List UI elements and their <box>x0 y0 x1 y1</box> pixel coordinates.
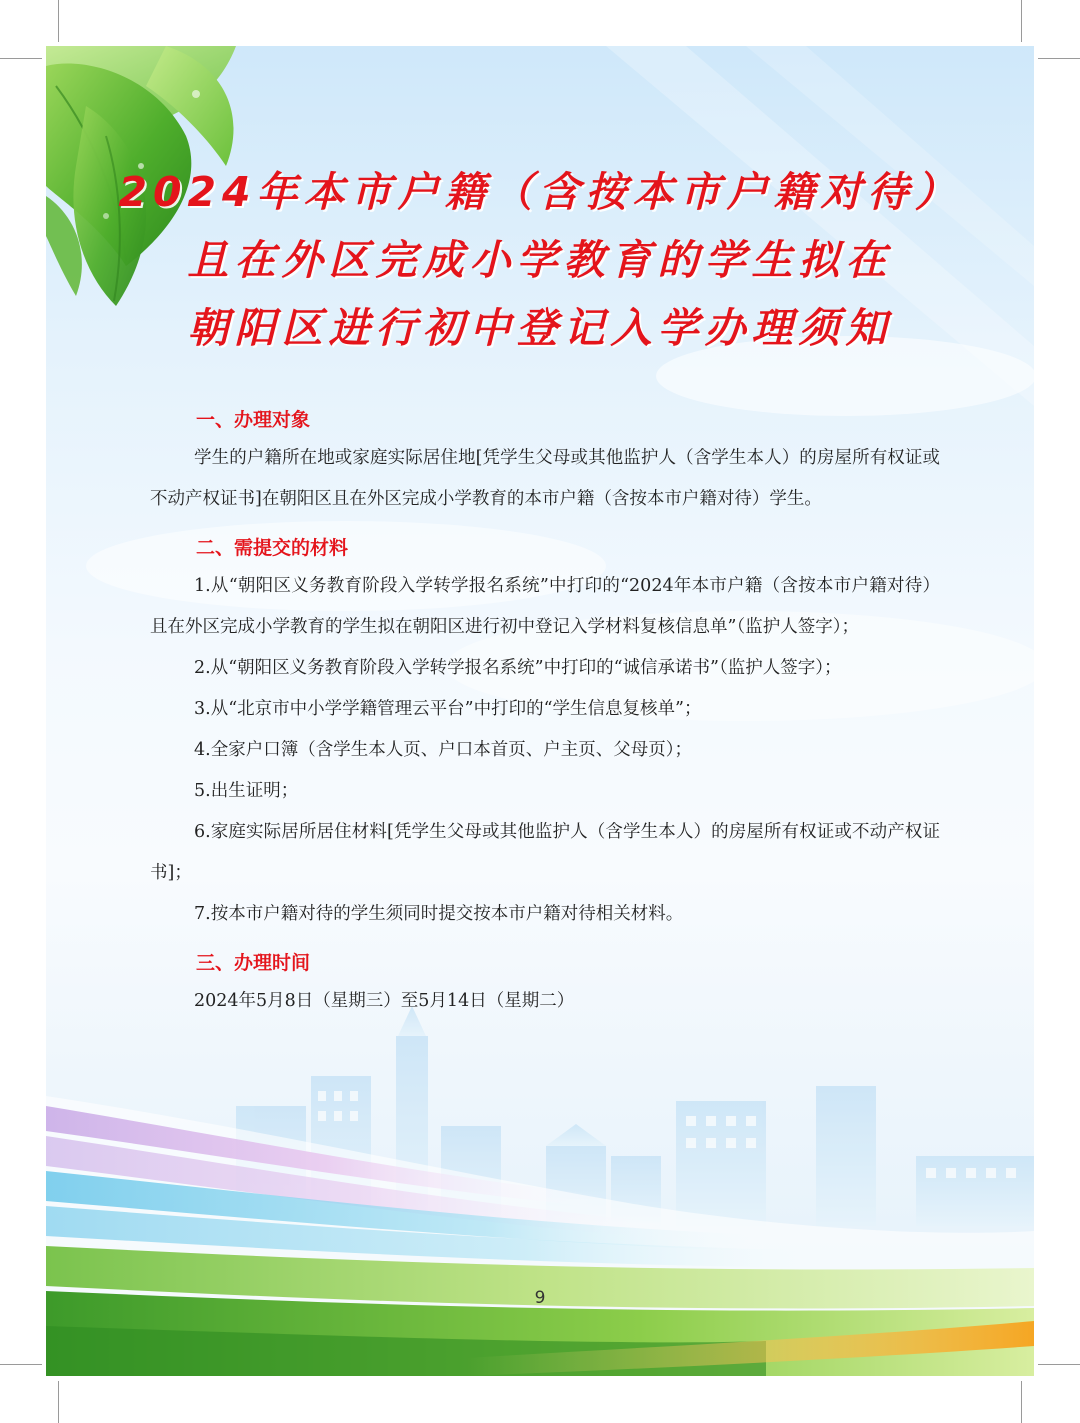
paragraph: 2024年5月8日（星期三）至5月14日（星期二） <box>194 991 575 1011</box>
crop-mark <box>1021 0 1022 42</box>
crop-mark <box>0 58 42 59</box>
crop-mark <box>0 1364 42 1365</box>
title-line: 且在外区完成小学教育的学生拟在 <box>187 236 893 284</box>
paragraph: 学生的户籍所在地或家庭实际居住地[凭学生父母或其他监护人（含学生本人）的房屋所有权证或不动产权证书]在朝阳区且在外区完成小学教育的本市户籍（含按本市户籍对待）学生。 <box>150 448 940 509</box>
list-item: 7.按本市户籍对待的学生须同时提交按本市户籍对待相关材料。 <box>194 904 684 924</box>
title-line: 2024年本市户籍（含按本市户籍对待） <box>118 168 962 216</box>
notice-body <box>150 402 940 1022</box>
list-item: 3.从“北京市中小学学籍管理云平台”中打印的“学生信息复核单”； <box>194 699 702 719</box>
page-title <box>106 158 974 362</box>
section-heading: 二、需提交的材料 <box>196 537 349 559</box>
section-time <box>150 945 940 1022</box>
crop-mark <box>58 1381 59 1423</box>
section-applicants <box>150 402 940 520</box>
crop-mark <box>58 0 59 42</box>
section-heading: 三、办理时间 <box>196 952 311 974</box>
title-line: 朝阳区进行初中登记入学办理须知 <box>187 304 893 352</box>
page-number: 9 <box>534 1288 546 1308</box>
crop-mark <box>1038 1364 1080 1365</box>
list-item: 5.出生证明； <box>194 781 299 801</box>
list-item: 1.从“朝阳区义务教育阶段入学转学报名系统”中打印的“2024年本市户籍（含按本市户籍对待）且在外区完成小学教育的学生拟在朝阳区进行初中登记入学材料复核信息单”（监护人签字）； <box>150 576 940 637</box>
list-item: 4.全家户口簿（含学生本人页、户口本首页、户主页、父母页）； <box>194 740 692 760</box>
section-heading: 一、办理对象 <box>196 409 311 431</box>
section-materials <box>150 530 940 935</box>
list-item: 2.从“朝阳区义务教育阶段入学转学报名系统”中打印的“诚信承诺书”（监护人签字）； <box>194 658 842 678</box>
crop-mark <box>1038 58 1080 59</box>
list-item: 6.家庭实际居所居住材料[凭学生父母或其他监护人（含学生本人）的房屋所有权证或不动产权证书]； <box>150 822 940 883</box>
page <box>46 46 1034 1376</box>
crop-mark <box>1021 1381 1022 1423</box>
